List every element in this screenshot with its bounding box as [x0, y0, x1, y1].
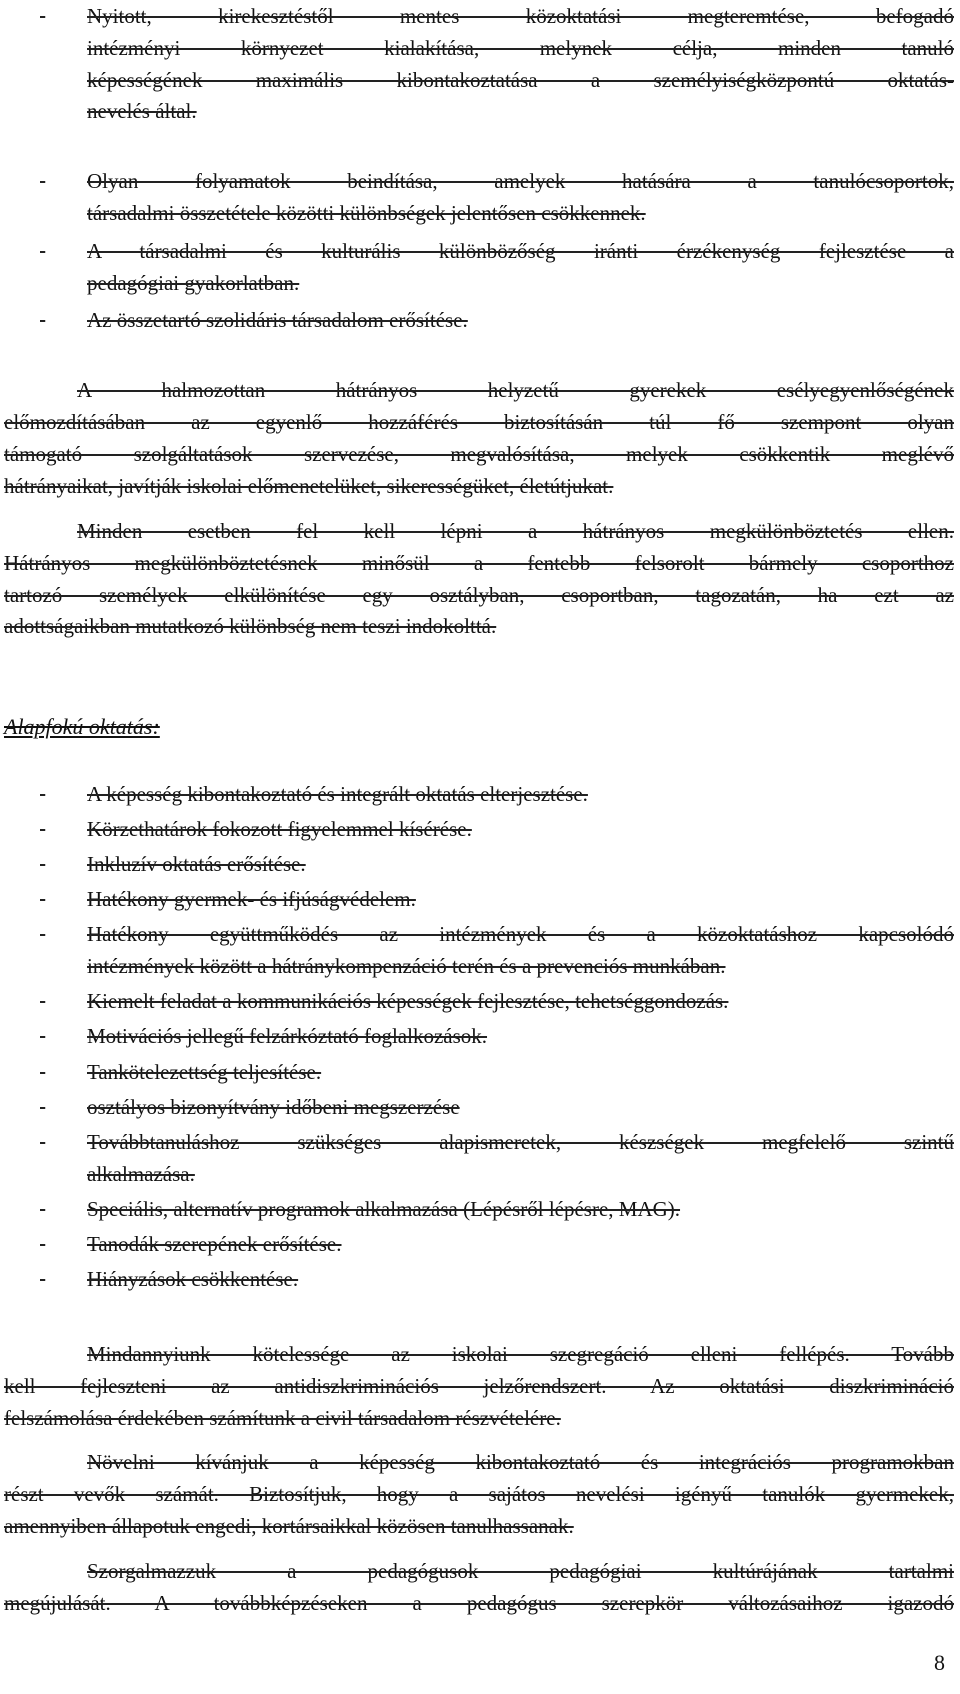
- bullet-dash: [40, 922, 80, 946]
- bullet-dash: [40, 239, 80, 263]
- paragraph-line: Növelni kívánjuk a képesség kibontakoztató és integrációs programokban: [87, 1450, 954, 1474]
- list-item-line: Olyan folyamatok beindítása, amelyek hatására a tanulócsoportok,: [87, 169, 954, 193]
- list-item-line: pedagógiai gyakorlatban.: [87, 271, 300, 295]
- list-item-line: Körzethatárok fokozott figyelemmel kísérése.: [87, 817, 472, 841]
- paragraph-line: Szorgalmazzuk a pedagógusok pedagógiai kultúrájának tartalmi: [87, 1559, 954, 1583]
- paragraph-line: Minden esetben fel kell lépni a hátrányos megkülönböztetés ellen.: [77, 519, 954, 543]
- paragraph-line: Hátrányos megkülönböztetésnek minősül a fentebb felsorolt bármely csoporthoz: [4, 551, 954, 575]
- paragraph-line: amennyiben állapotuk engedi, kortársaikkal közösen tanulhassanak.: [4, 1514, 574, 1538]
- list-item-line: Nyitott, kirekesztéstől mentes közoktatási megteremtése, befogadó: [87, 4, 954, 28]
- list-item-line: Tanodák szerepének erősítése.: [87, 1232, 342, 1256]
- list-item-line: Speciális, alternatív programok alkalmazása (Lépésről lépésre, MAG).: [87, 1197, 681, 1221]
- bullet-dash: [40, 817, 80, 841]
- bullet-dash: [40, 1024, 80, 1048]
- list-item-line: képességének maximális kibontakoztatása a személyiségközpontú oktatás-: [87, 68, 954, 92]
- paragraph-line: támogató szolgáltatások szervezése, megvalósítása, melyek csökkentik meglévő: [4, 442, 954, 466]
- list-item-line: Kiemelt feladat a kommunikációs képességek fejlesztése, tehetséggondozás.: [87, 989, 729, 1013]
- bullet-dash: [40, 1267, 80, 1291]
- list-item-line: Motivációs jellegű felzárkóztató foglalkozások.: [87, 1024, 488, 1048]
- bullet-dash: [40, 852, 80, 876]
- list-item-line: Inkluzív oktatás erősítése.: [87, 852, 306, 876]
- list-item-line: A képesség kibontakoztató és integrált oktatás elterjesztése.: [87, 782, 588, 806]
- bullet-dash: [40, 989, 80, 1013]
- list-item-line: alkalmazása.: [87, 1162, 195, 1186]
- list-item-line: nevelés által.: [87, 99, 197, 123]
- bullet-dash: [40, 308, 80, 332]
- bullet-dash: [40, 1130, 80, 1154]
- list-item-line: Hiányzások csökkentése.: [87, 1267, 299, 1291]
- paragraph-line: hátrányaikat, javítják iskolai előmenetelüket, sikerességüket, életútjukat.: [4, 474, 614, 498]
- paragraph-line: előmozdításában az egyenlő hozzáférés biztosításán túl fő szempont olyan: [4, 410, 954, 434]
- bullet-dash: [40, 1095, 80, 1119]
- list-item-line: intézményi környezet kialakítása, melynek célja, minden tanuló: [87, 36, 954, 60]
- paragraph-line: adottságaikban mutatkozó különbség nem teszi indokolttá.: [4, 614, 497, 638]
- paragraph-line: megújulását. A továbbképzéseken a pedagógus szerepkör változásaihoz igazodó: [4, 1591, 954, 1615]
- list-item-line: A társadalmi és kulturális különbözőség iránti érzékenység fejlesztése a: [87, 239, 954, 263]
- paragraph-line: Mindannyiunk kötelessége az iskolai szegregáció elleni fellépés. Tovább: [87, 1342, 954, 1366]
- list-item-line: Hatékony együttműködés az intézmények és a közoktatáshoz kapcsolódó: [87, 922, 954, 946]
- bullet-dash: [40, 1232, 80, 1256]
- page-number: 8: [934, 1650, 945, 1675]
- bullet-dash: [40, 887, 80, 911]
- paragraph-line: tartozó személyek elkülönítése egy osztályban, csoportban, tagozatán, ha ezt az: [4, 583, 954, 607]
- paragraph-line: részt vevők számát. Biztosítjuk, hogy a sajátos nevelési igényű tanulók gyermekek,: [4, 1482, 954, 1506]
- bullet-dash: [40, 782, 80, 806]
- list-item-line: osztályos bizonyítvány időbeni megszerzése: [87, 1095, 460, 1119]
- bullet-dash: [40, 4, 80, 28]
- bullet-dash: [40, 169, 80, 193]
- list-item-line: társadalmi összetétele közötti különbségek jelentősen csökkennek.: [87, 201, 646, 225]
- list-item-line: Hatékony gyermek- és ifjúságvédelem.: [87, 887, 416, 911]
- bullet-dash: [40, 1197, 80, 1221]
- paragraph-line: A halmozottan hátrányos helyzetű gyerekek esélyegyenlőségének: [77, 378, 954, 402]
- section-heading: Alapfokú oktatás:: [4, 714, 160, 739]
- paragraph-line: kell fejleszteni az antidiszkriminációs jelzőrendszert. Az oktatási diszkrimináció: [4, 1374, 954, 1398]
- bullet-dash: [40, 1060, 80, 1084]
- list-item-line: Továbbtanuláshoz szükséges alapismeretek, készségek megfelelő szintű: [87, 1130, 954, 1154]
- list-item-line: Az összetartó szolidáris társadalom erősítése.: [87, 308, 468, 332]
- list-item-line: intézmények között a hátránykompenzáció terén és a prevenciós munkában.: [87, 954, 726, 978]
- paragraph-line: felszámolása érdekében számítunk a civil társadalom részvételére.: [4, 1406, 561, 1430]
- list-item-line: Tankötelezettség teljesítése.: [87, 1060, 322, 1084]
